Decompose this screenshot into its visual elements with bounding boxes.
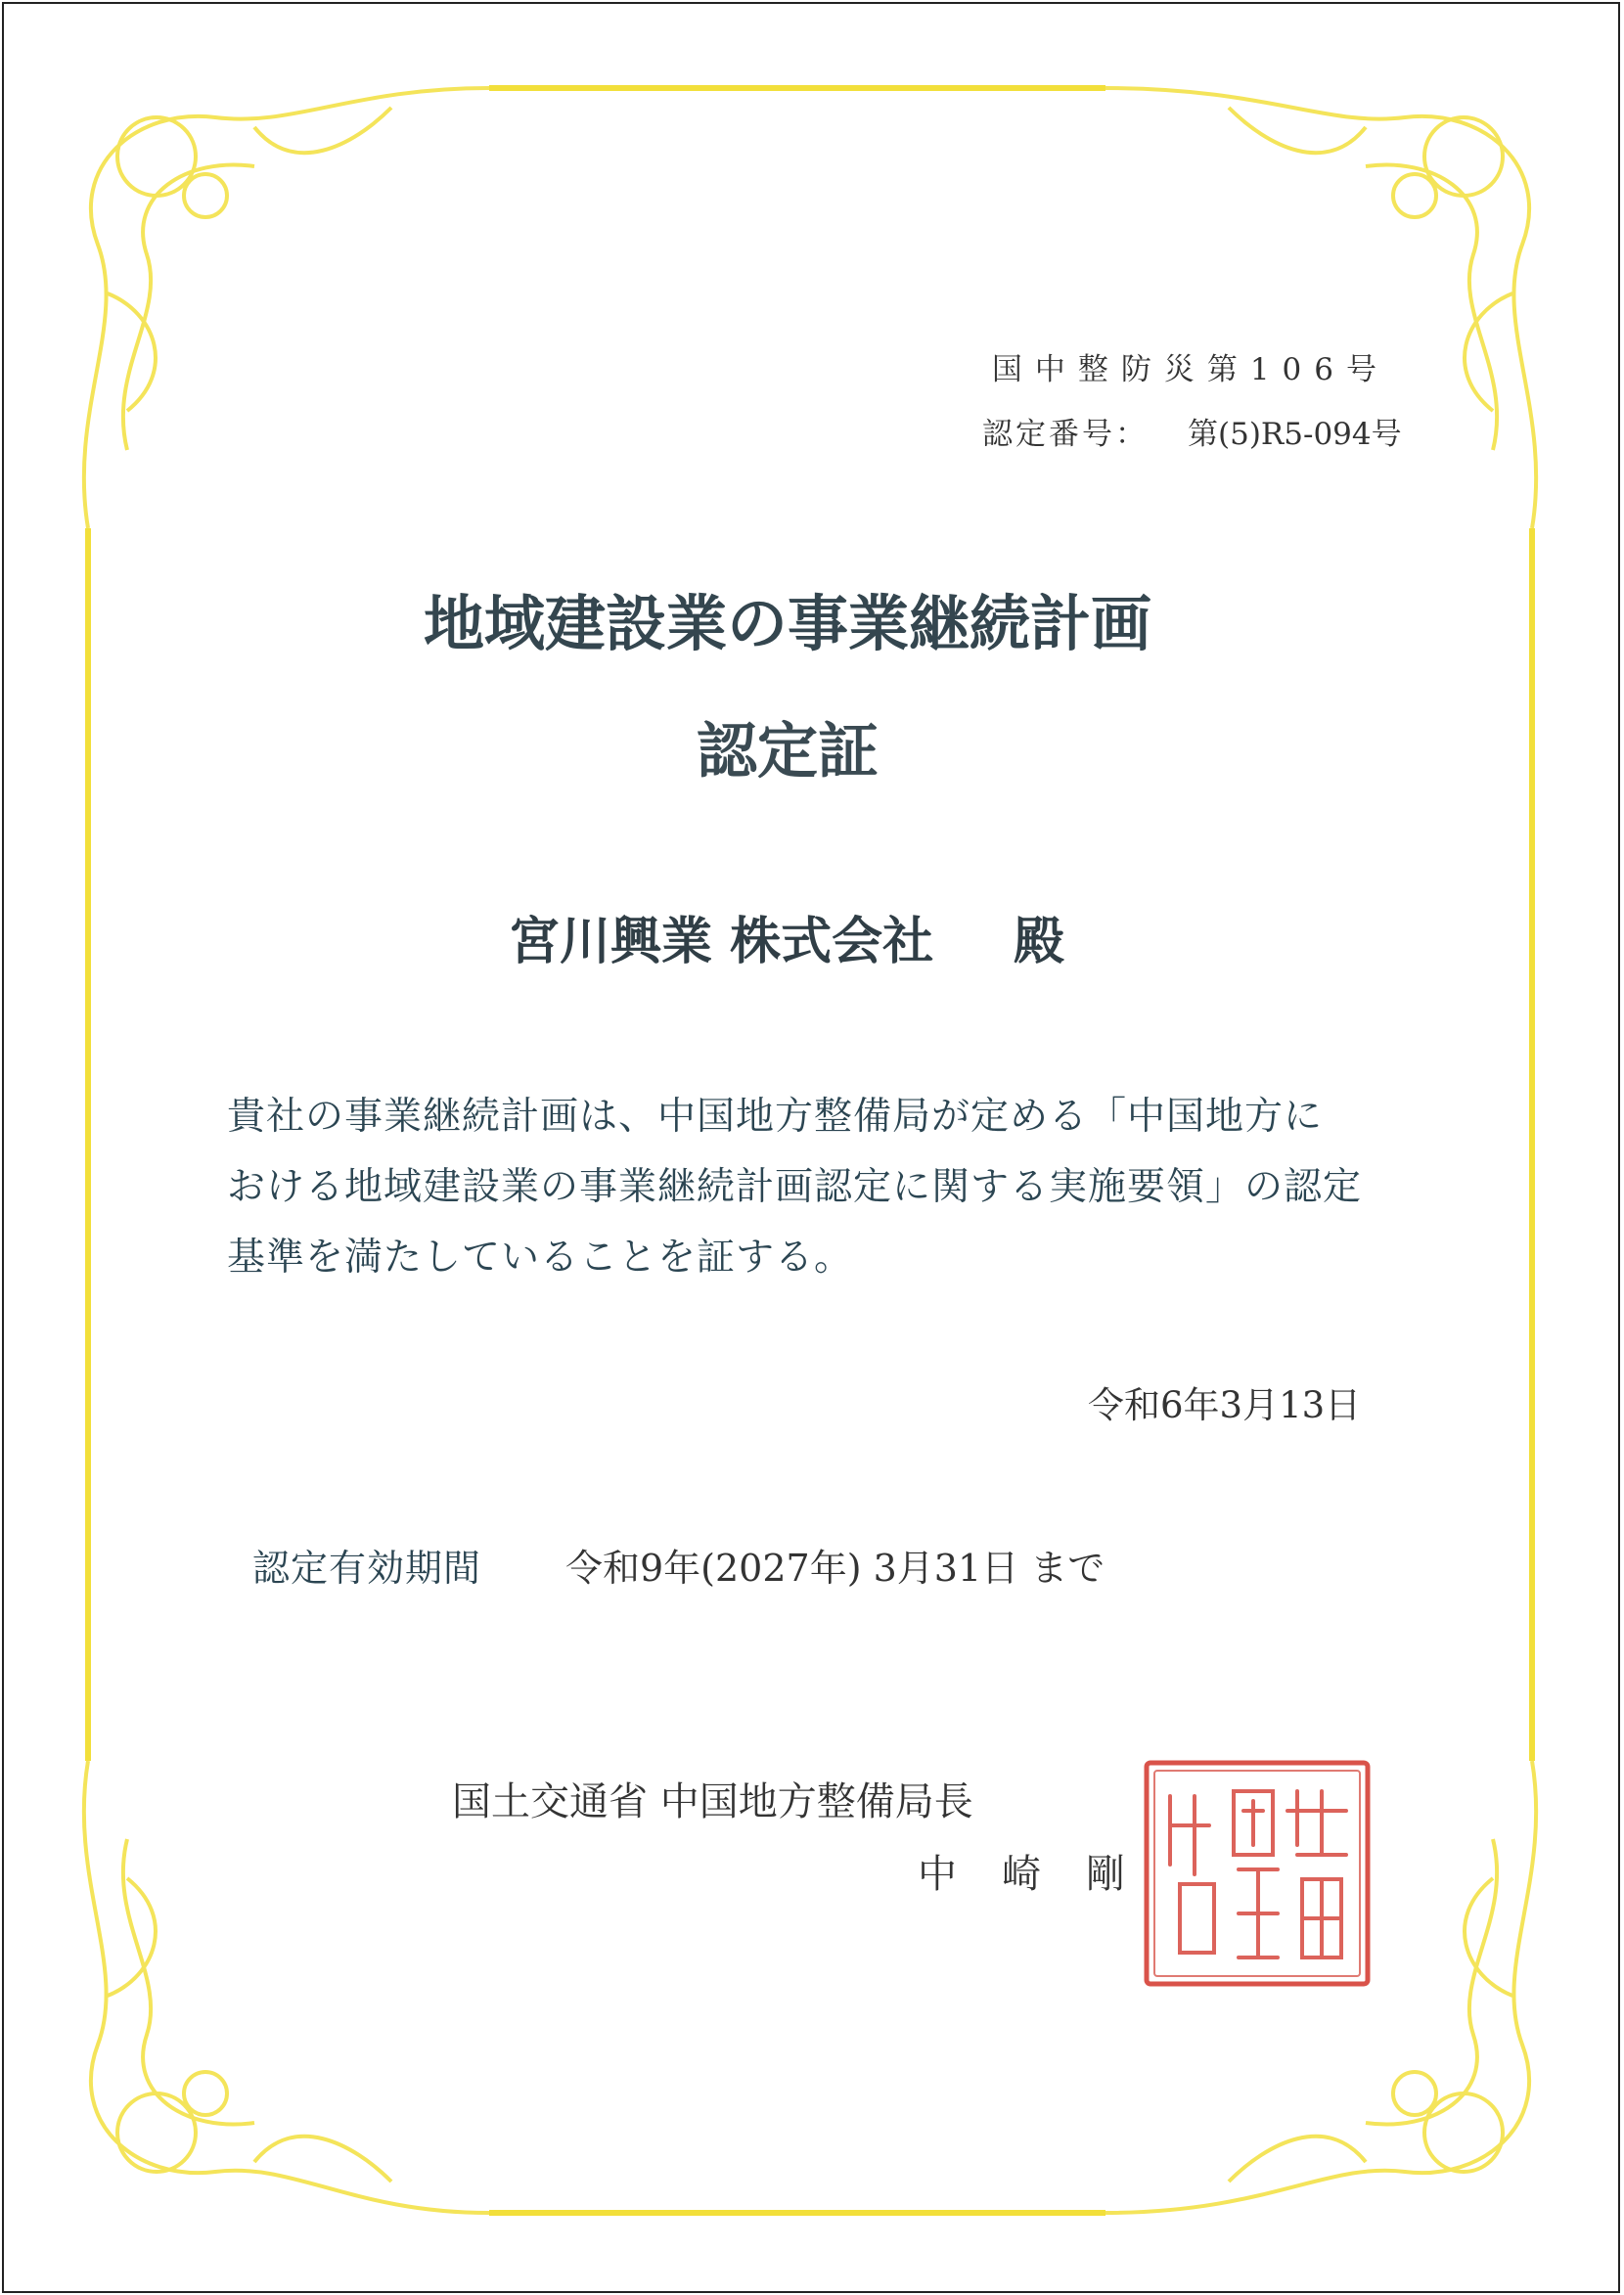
recipient-honorific: 殿: [1014, 912, 1065, 971]
certificate-title: 地域建設業の事業継続計画: [423, 588, 1151, 659]
certification-number-label: 認定番号：: [982, 417, 1149, 452]
body-line-2: おける地域建設業の事業継続計画認定に関する実施要領」の認定: [227, 1165, 1363, 1209]
body-line-1: 貴社の事業継続計画は、中国地方整備局が定める「中国地方に: [227, 1095, 1324, 1139]
validity-value: 令和9年(2027年) 3月31日 まで: [565, 1547, 1105, 1590]
certification-number: 第(5)R5-094号: [1188, 417, 1402, 452]
signer-name: 中崎剛: [918, 1852, 1170, 1897]
validity-label: 認定有効期間: [252, 1547, 482, 1590]
recipient-name: 宮川興業 株式会社: [509, 912, 934, 971]
issuer-name: 国土交通省 中国地方整備局長: [452, 1779, 973, 1824]
body-line-3: 基準を満たしていることを証する。: [227, 1236, 854, 1280]
official-seal-icon: [1141, 1757, 1374, 1990]
certificate-subtitle: 認定証: [696, 715, 879, 787]
reference-number: 国中整防災第106号: [991, 352, 1389, 387]
issue-date: 令和6年3月13日: [1088, 1384, 1362, 1426]
